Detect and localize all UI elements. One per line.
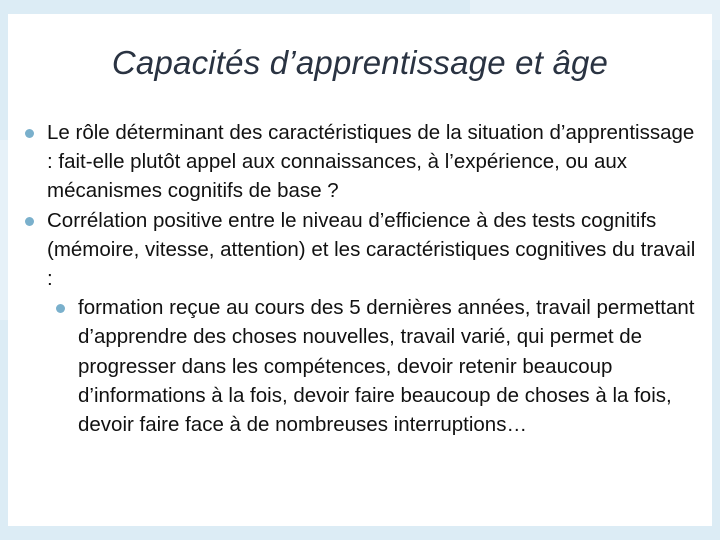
slide-content <box>47 118 697 439</box>
bullet-item <box>47 118 697 206</box>
bullet-dot-icon <box>25 129 34 138</box>
bullet-dot-icon <box>25 217 34 226</box>
bullet-dot-icon <box>56 304 65 313</box>
bullet-item <box>47 206 697 294</box>
sub-bullet-item <box>78 293 697 439</box>
slide-title: Capacités d’apprentissage et âge <box>111 44 609 81</box>
bullet-text: Corrélation positive entre le niveau d’efficience à des tests cognitifs (mémoire, vitesse, attention) et les caractéristiques cognitives du travail : <box>47 208 696 291</box>
bullet-text: Le rôle déterminant des caractéristiques de la situation d’apprentissage : fait-elle plutôt appel aux connaissances, à l’expérience, ou aux mécanismes cognitifs de base ? <box>47 121 695 203</box>
sub-bullet-text: formation reçue au cours des 5 dernières années, travail permettant d’apprendre des choses nouvelles, travail varié, qui permet de progresser dans les compétences, devoir retenir beaucoup d’informations à la fois, devoir faire beaucoup de choses à la fois, devoir faire face à de nombreuses interruptions… <box>78 296 695 437</box>
